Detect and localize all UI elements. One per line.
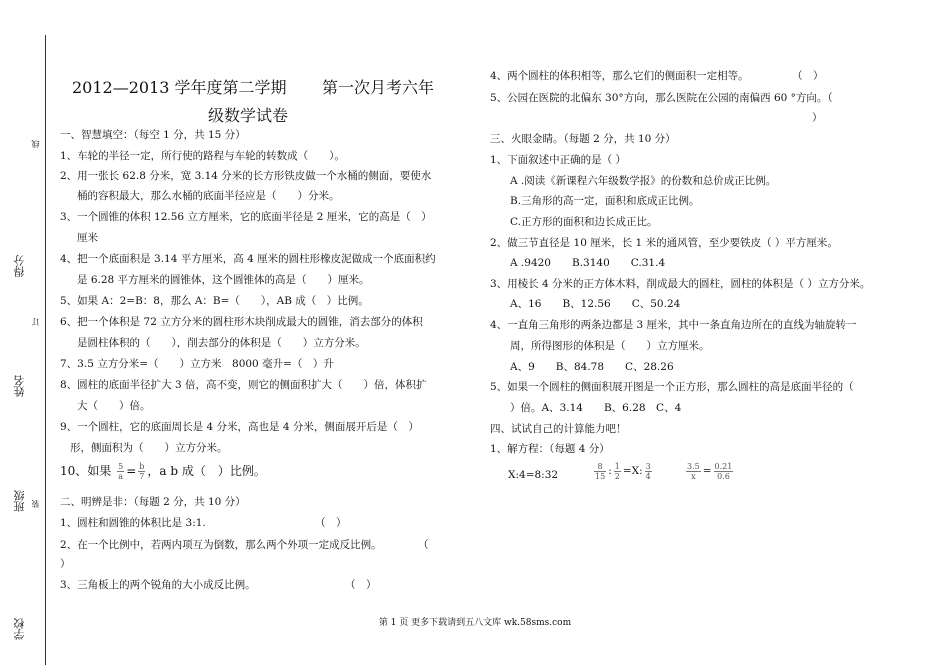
judge3-text: 3、三角板上的两个锐角的大小成反比例。 — [60, 579, 256, 591]
eq2-frac3-num: 3 — [645, 461, 651, 471]
side-label-class: 班级 — [13, 490, 26, 512]
q7-text: 7、3.5 立方分米=（ ）立方米 8000 毫升=（ ）升 — [60, 358, 334, 370]
side-label-score: 得分 — [13, 255, 26, 277]
side-label-name: 姓名 — [13, 375, 26, 397]
choice1-option-a: A .阅读《新课程六年级数学报》的份数和总价成正比例。 — [510, 175, 777, 187]
choice4-options: A、9 B、84.78 C、28.26 — [510, 361, 674, 373]
q5-text: 5、如果 A：2=B：8，那么 A：B=（ ），AB 成（ ）比例。 — [60, 295, 369, 307]
q10-suffix: ，a b 成（ ）比例。 — [147, 464, 266, 478]
equation-1: X:4=8:32 — [508, 469, 559, 481]
eq2-fraction-3 — [645, 462, 652, 481]
eq3-equals: = — [702, 465, 712, 477]
judge1-text: 1、圆柱和圆锥的体积比是 3:1. — [60, 517, 206, 529]
q9-text-line1: 9、一个圆柱，它的底面周长是 4 分米，高也是 4 分米，侧面展开后是（ ） — [60, 421, 419, 433]
eq3-fraction-2 — [714, 462, 734, 481]
q6-text-line1: 6、把一个体积是 72 立方分米的圆柱形木块削成最大的圆锥，消去部分的体积 — [60, 316, 423, 328]
judge5-text: 5、公园在医院的北偏东 30°方向，那么医院在公园的南偏西 60 °方向。（ — [490, 92, 833, 104]
judge1-paren: （ ） — [315, 517, 347, 529]
page-footer: 第 1 页 更多下载请到五八文库 wk.58sms.com — [378, 618, 572, 628]
equations-heading: 1、解方程：（每题 4 分） — [490, 443, 610, 455]
eq2-frac2-den: 2 — [614, 471, 620, 481]
choice5-text-line2: ）倍。A、3.14 B、6.28 C、4 — [510, 402, 682, 414]
q4-text-line2: 是 6.28 平方厘米的圆锥体，这个圆锥体的高是（ ）厘米。 — [77, 274, 370, 286]
side-label-xian: 线 — [31, 140, 40, 148]
choice2-options: A .9420 B.3140 C.31.4 — [510, 257, 666, 269]
binding-line — [45, 35, 46, 665]
equation-3 — [684, 460, 735, 482]
q10-equals: = — [126, 464, 137, 478]
title-line2: 级数学试卷 — [208, 106, 289, 125]
side-label-school: 学校 — [13, 618, 26, 640]
q10-frac1-num: 5 — [118, 462, 124, 471]
section3-heading: 三、火眼金睛。（每题 2 分，共 10 分） — [490, 133, 676, 145]
q10-text — [60, 460, 266, 482]
q2-text-line2: 桶的容积最大，那么水桶的底面半径应是（ ）分米。 — [77, 190, 340, 202]
title-line1-a: 2012—2013 学年度第二学期 — [72, 78, 287, 97]
section4-heading: 四、试试自己的计算能力吧！ — [490, 423, 627, 435]
q10-frac2-num: b — [139, 462, 145, 471]
eq2-fraction-2 — [614, 462, 621, 481]
choice5-text-line1: 5、如果一个圆柱的侧面积展开图是一个正方形，那么圆柱的高是底面半径的（ — [490, 381, 854, 393]
q10-prefix: 10、如果 — [60, 464, 112, 478]
q8-text-line2: 大（ ）倍。 — [77, 400, 151, 412]
judge2-paren-close: ） — [60, 558, 71, 570]
q3-text-line2: 厘米 — [77, 232, 98, 244]
eq2-frac2-num: 1 — [614, 461, 620, 471]
q6-text-line2: 是圆柱体积的（ ），削去部分的体积是（ ）立方分米。 — [77, 337, 366, 349]
q2-text-line1: 2、用一张长 62.8 分米，宽 3.14 分米的长方形铁皮做一个水桶的侧面，要使水 — [60, 170, 432, 182]
q9-text-line2: 形，侧面积为（ ）立方分米。 — [70, 442, 228, 454]
choice3-text: 3、用棱长 4 分米的正方体木料，削成最大的圆柱，圆柱的体积是（ ）立方分米。 — [490, 278, 871, 290]
choice3-options: A、16 B、12.56 C、50.24 — [510, 298, 681, 310]
choice1-option-c: C.正方形的面积和边长成正比。 — [510, 216, 658, 228]
eq2-fraction-1 — [594, 462, 606, 481]
choice1-text: 1、下面叙述中正确的是（ ） — [490, 154, 627, 166]
eq3-frac1-num: 3.5 — [687, 461, 700, 471]
choice1-option-b: B.三角形的高一定，面积和底成正比例。 — [510, 195, 700, 207]
q1-text: 1、车轮的半径一定，所行使的路程与车轮的转数成（ ）。 — [60, 150, 345, 162]
q3-text-line1: 3、一个圆锥的体积 12.56 立方厘米，它的底面半径是 2 厘米，它的高是（ ） — [60, 211, 432, 223]
eq3-fraction-1 — [686, 462, 701, 481]
eq2-frac3-den: 4 — [645, 471, 651, 481]
judge4-text: 4、两个圆柱的体积相等，那么它们的侧面积一定相等。 — [490, 70, 749, 82]
q8-text-line1: 8、圆柱的底面半径扩大 3 倍，高不变，则它的侧面积扩大（ ）倍，体积扩 — [60, 379, 427, 391]
q10-frac2-den: 7 — [139, 472, 145, 481]
section1-heading: 一、智慧填空：（每空 1 分，共 15 分） — [60, 129, 246, 141]
judge5-paren-close: ） — [812, 112, 823, 124]
choice4-text-line1: 4、一直角三角形的两条边都是 3 厘米，其中一条直角边所在的直线为轴旋转一 — [490, 319, 857, 331]
eq2-middle: =X: — [622, 465, 643, 477]
q10-fraction-1 — [117, 462, 124, 481]
side-label-zhuang: 装 — [31, 500, 40, 508]
eq2-colon: : — [608, 465, 612, 477]
q4-text-line1: 4、把一个底面积是 3.14 平方厘米，高 4 厘米的圆柱形橡皮泥做成一个底面积约 — [60, 253, 436, 265]
choice4-text-line2: 周，所得图形的体积是（ ）立方厘米。 — [510, 340, 710, 352]
judge2-text: 2、在一个比例中，若两内项互为倒数，那么两个外项一定成反比例。 — [60, 539, 382, 551]
title-line1-b: 第一次月考六年 — [322, 78, 435, 97]
side-label-ding: 订 — [31, 318, 40, 326]
judge2-paren-open: （ — [418, 539, 429, 551]
judge3-paren: （ ） — [345, 579, 377, 591]
judge4-paren: （ ） — [792, 70, 824, 82]
eq3-frac2-num: 0.21 — [714, 461, 733, 471]
eq2-frac1-den: 15 — [595, 471, 606, 481]
choice2-text: 2、做三节直径是 10 厘米，长 1 米的通风管，至少要铁皮（ ）平方厘米。 — [490, 237, 838, 249]
section2-heading: 二、明辨是非：（每题 2 分，共 10 分） — [60, 496, 246, 508]
equation-2 — [592, 460, 654, 482]
q10-fraction-2 — [138, 462, 145, 481]
eq3-frac1-den: x — [691, 471, 696, 481]
q10-frac1-den: a — [118, 472, 124, 481]
eq3-frac2-den: 0.6 — [717, 471, 730, 481]
eq2-frac1-num: 8 — [594, 462, 606, 472]
